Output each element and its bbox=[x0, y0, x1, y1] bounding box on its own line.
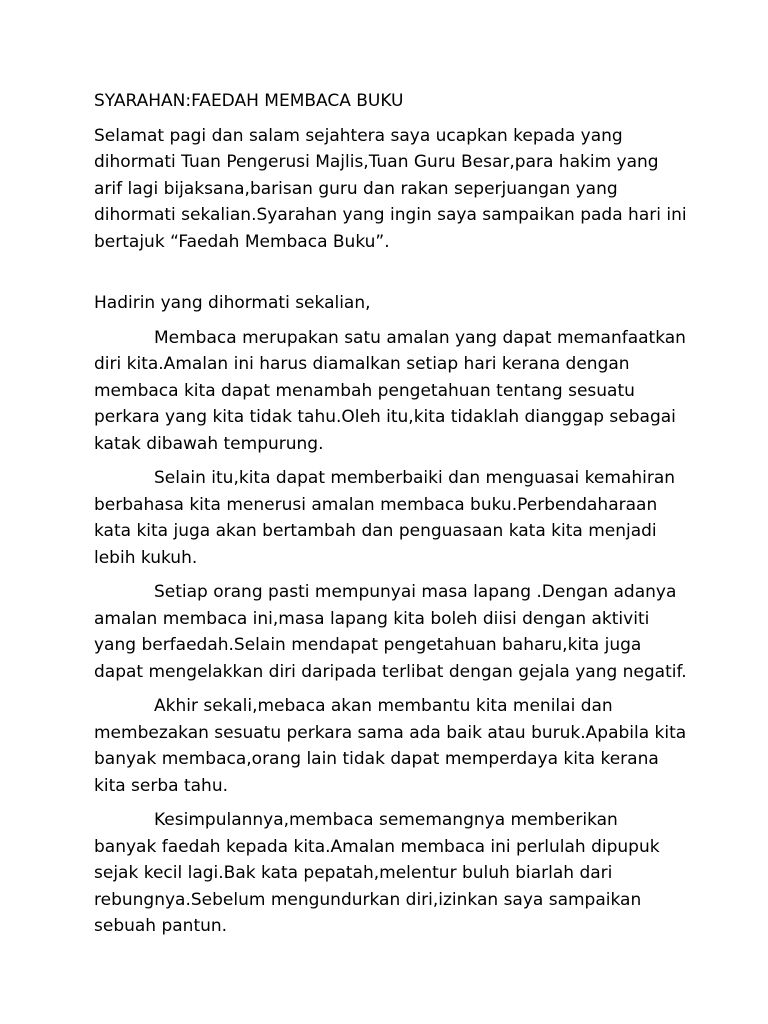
opening-greeting-paragraph: Selamat pagi dan salam sejahtera saya ucapkan kepada yang dihormati Tuan Pengerusi Majlis,Tuan Guru Besar,para hakim yang arif lagi bijaksana,barisan guru dan rakan seperjuangan yang dihormati sekalian.Syarahan yang ingin saya sampaikan pada hari ini bertajuk “Faedah Membaca Buku”. bbox=[94, 125, 687, 252]
audience-address-paragraph: Hadirin yang dihormati sekalian, bbox=[94, 293, 371, 313]
body-paragraph-language-skills: Selain itu,kita dapat memberbaiki dan menguasai kemahiran berbahasa kita menerusi amalan membaca buku.Perbendaharaan kata kita juga akan bertambah dan penguasaan kata kita menjadi lebih kukuh. bbox=[94, 468, 676, 568]
body-paragraph-free-time: Setiap orang pasti mempunyai masa lapang .Dengan adanya amalan membaca ini,masa lapang kita boleh diisi dengan aktiviti yang berfaedah.Selain mendapat pengetahuan baharu,kita juga dapat mengelakkan diri daripada terlibat dengan gejala yang negatif. bbox=[94, 582, 687, 682]
body-paragraph-reading-benefit: Membaca merupakan satu amalan yang dapat memanfaatkan diri kita.Amalan ini harus diamalkan setiap hari kerana dengan membaca kita dapat menambah pengetahuan tentang sesuatu perkara yang kita tidak tahu.Oleh itu,kita tidaklah dianggap sebagai katak dibawah tempurung. bbox=[94, 327, 686, 454]
body-paragraph-judgement: Akhir sekali,mebaca akan membantu kita menilai dan membezakan sesuatu perkara sama ada baik atau buruk.Apabila kita banyak membaca,orang lain tidak dapat memperdaya kita kerana kita serba tahu. bbox=[94, 696, 687, 796]
document-body bbox=[94, 88, 694, 948]
speech-title: SYARAHAN:FAEDAH MEMBACA BUKU bbox=[94, 91, 404, 111]
conclusion-paragraph: Kesimpulannya,membaca sememangnya memberikan banyak faedah kepada kita.Amalan membaca ini perlulah dipupuk sejak kecil lagi.Bak kata pepatah,melentur buluh biarlah dari rebungnya.Sebelum mengundurkan diri,izinkan saya sampaikan sebuah pantun. bbox=[94, 810, 660, 936]
